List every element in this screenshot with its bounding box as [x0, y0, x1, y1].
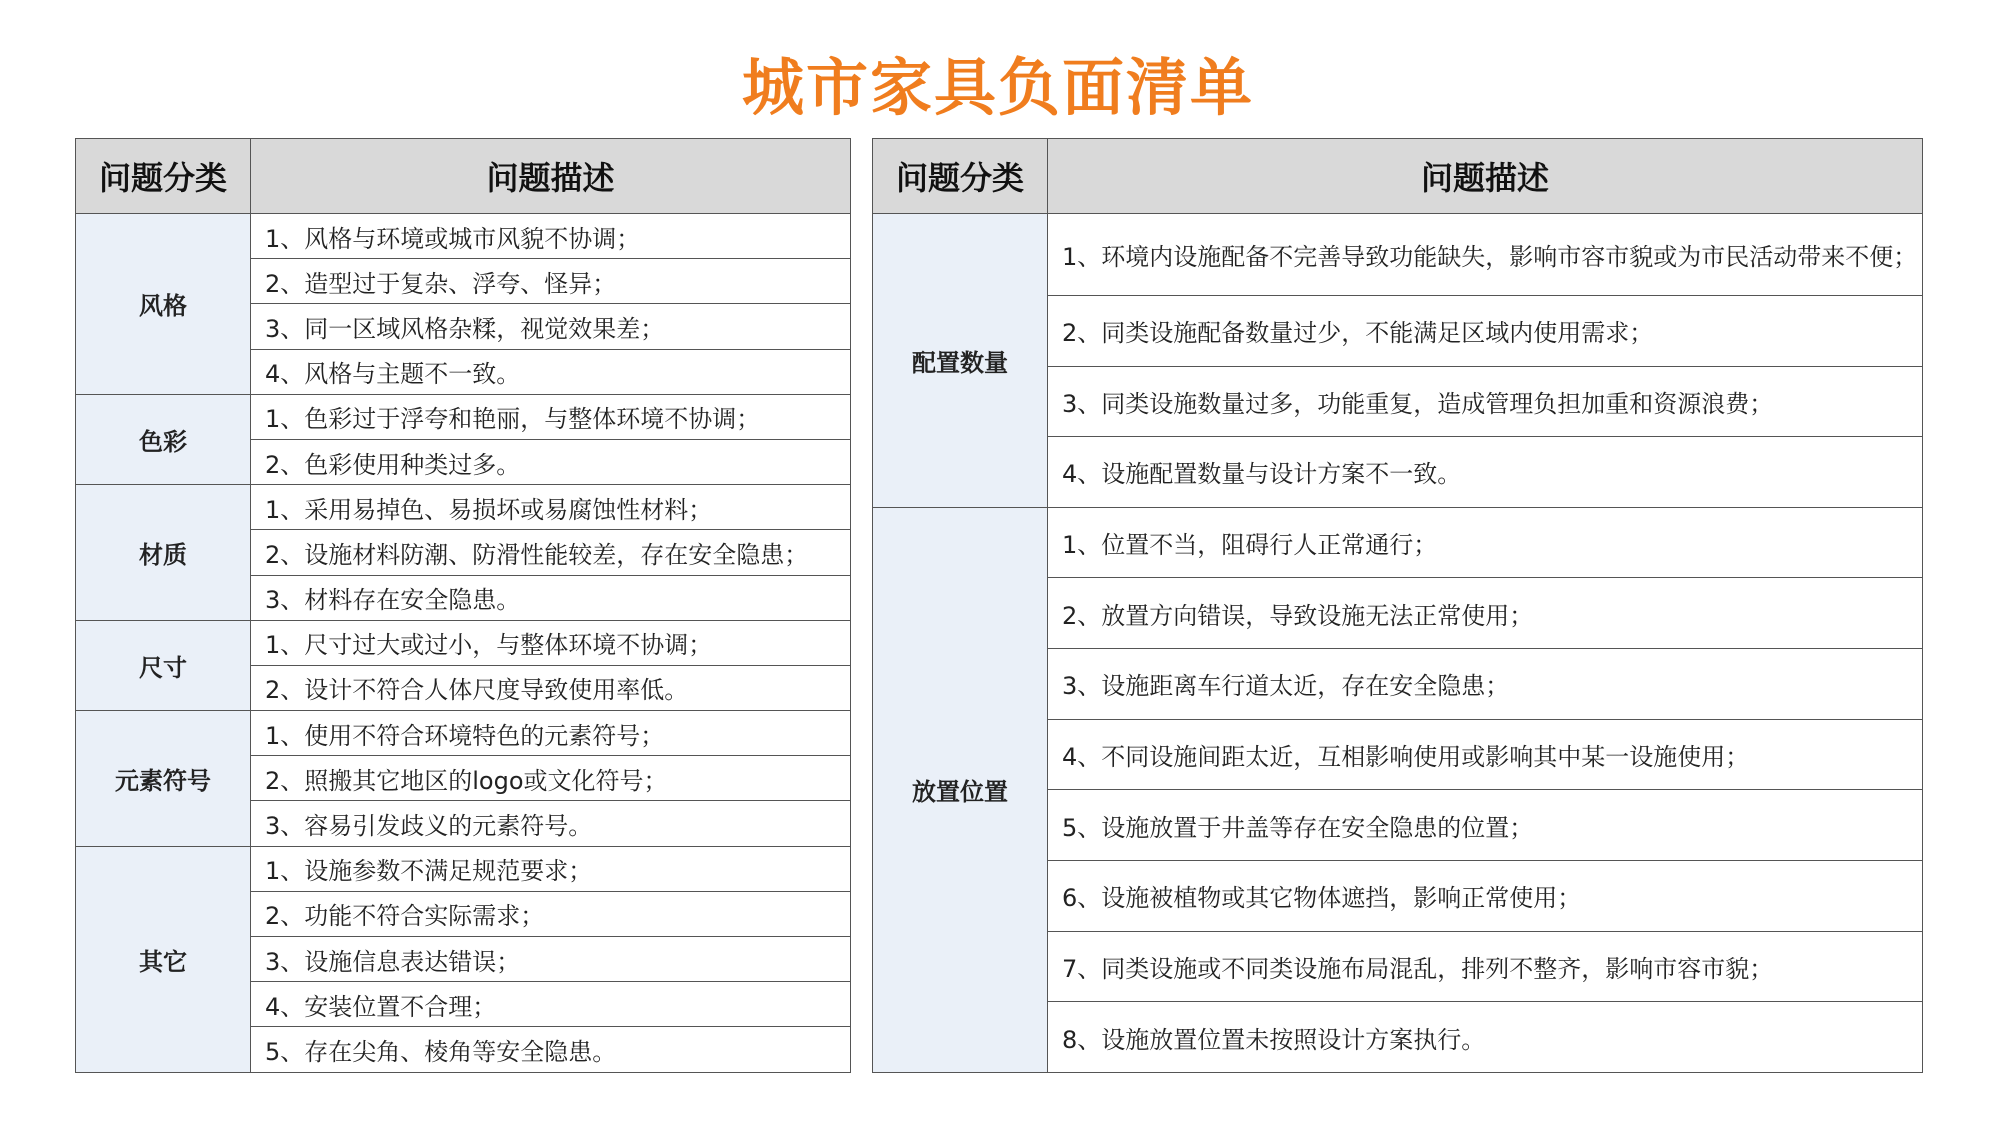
description-cell: 1、色彩过于浮夸和艳丽，与整体环境不协调；	[251, 394, 851, 439]
category-cell: 尺寸	[76, 620, 251, 710]
description-cell: 1、采用易掉色、易损坏或易腐蚀性材料；	[251, 485, 851, 530]
table-row	[873, 507, 1923, 578]
table-row	[76, 394, 851, 439]
description-header: 问题描述	[251, 139, 851, 214]
description-cell: 4、不同设施间距太近，互相影响使用或影响其中某一设施使用；	[1048, 719, 1923, 790]
description-cell: 2、照搬其它地区的logo或文化符号；	[251, 756, 851, 801]
table-row	[76, 485, 851, 530]
category-header: 问题分类	[76, 139, 251, 214]
description-cell: 3、同一区域风格杂糅，视觉效果差；	[251, 304, 851, 349]
description-cell: 2、色彩使用种类过多。	[251, 439, 851, 484]
description-cell: 6、设施被植物或其它物体遮挡，影响正常使用；	[1048, 860, 1923, 931]
description-cell: 1、使用不符合环境特色的元素符号；	[251, 711, 851, 756]
description-cell: 4、风格与主题不一致。	[251, 349, 851, 394]
description-cell: 1、设施参数不满足规范要求；	[251, 846, 851, 891]
category-cell: 放置位置	[873, 507, 1048, 1073]
description-cell: 3、设施距离车行道太近，存在安全隐患；	[1048, 648, 1923, 719]
category-cell: 其它	[76, 846, 251, 1072]
description-cell: 1、风格与环境或城市风貌不协调；	[251, 214, 851, 259]
category-cell: 色彩	[76, 394, 251, 484]
table-header-row	[76, 139, 851, 214]
category-cell: 风格	[76, 214, 251, 395]
description-cell: 2、放置方向错误，导致设施无法正常使用；	[1048, 578, 1923, 649]
description-cell: 3、同类设施数量过多，功能重复，造成管理负担加重和资源浪费；	[1048, 366, 1923, 437]
category-cell: 配置数量	[873, 214, 1048, 508]
left-issue-table	[75, 138, 851, 1073]
table-row	[873, 214, 1923, 296]
description-cell: 1、尺寸过大或过小，与整体环境不协调；	[251, 620, 851, 665]
description-cell: 1、环境内设施配备不完善导致功能缺失，影响市容市貌或为市民活动带来不便；	[1048, 214, 1923, 296]
table-row	[76, 620, 851, 665]
description-cell: 2、同类设施配备数量过少，不能满足区域内使用需求；	[1048, 296, 1923, 367]
description-cell: 3、材料存在安全隐患。	[251, 575, 851, 620]
description-cell: 2、造型过于复杂、浮夸、怪异；	[251, 259, 851, 304]
description-header: 问题描述	[1048, 139, 1923, 214]
table-row	[76, 214, 851, 259]
description-cell: 7、同类设施或不同类设施布局混乱，排列不整齐，影响市容市貌；	[1048, 931, 1923, 1002]
table-row	[76, 711, 851, 756]
table-header-row	[873, 139, 1923, 214]
description-cell: 5、设施放置于井盖等存在安全隐患的位置；	[1048, 790, 1923, 861]
category-cell: 材质	[76, 485, 251, 621]
description-cell: 1、位置不当，阻碍行人正常通行；	[1048, 507, 1923, 578]
description-cell: 3、设施信息表达错误；	[251, 937, 851, 982]
description-cell: 4、安装位置不合理；	[251, 982, 851, 1027]
right-issue-table	[872, 138, 1923, 1073]
description-cell: 8、设施放置位置未按照设计方案执行。	[1048, 1002, 1923, 1073]
table-row	[76, 846, 851, 891]
description-cell: 2、功能不符合实际需求；	[251, 891, 851, 936]
description-cell: 3、容易引发歧义的元素符号。	[251, 801, 851, 846]
description-cell: 5、存在尖角、棱角等安全隐患。	[251, 1027, 851, 1072]
description-cell: 4、设施配置数量与设计方案不一致。	[1048, 437, 1923, 508]
description-cell: 2、设计不符合人体尺度导致使用率低。	[251, 665, 851, 710]
page-title: 城市家具负面清单	[741, 51, 1254, 124]
description-cell: 2、设施材料防潮、防滑性能较差，存在安全隐患；	[251, 530, 851, 575]
category-cell: 元素符号	[76, 711, 251, 847]
category-header: 问题分类	[873, 139, 1048, 214]
